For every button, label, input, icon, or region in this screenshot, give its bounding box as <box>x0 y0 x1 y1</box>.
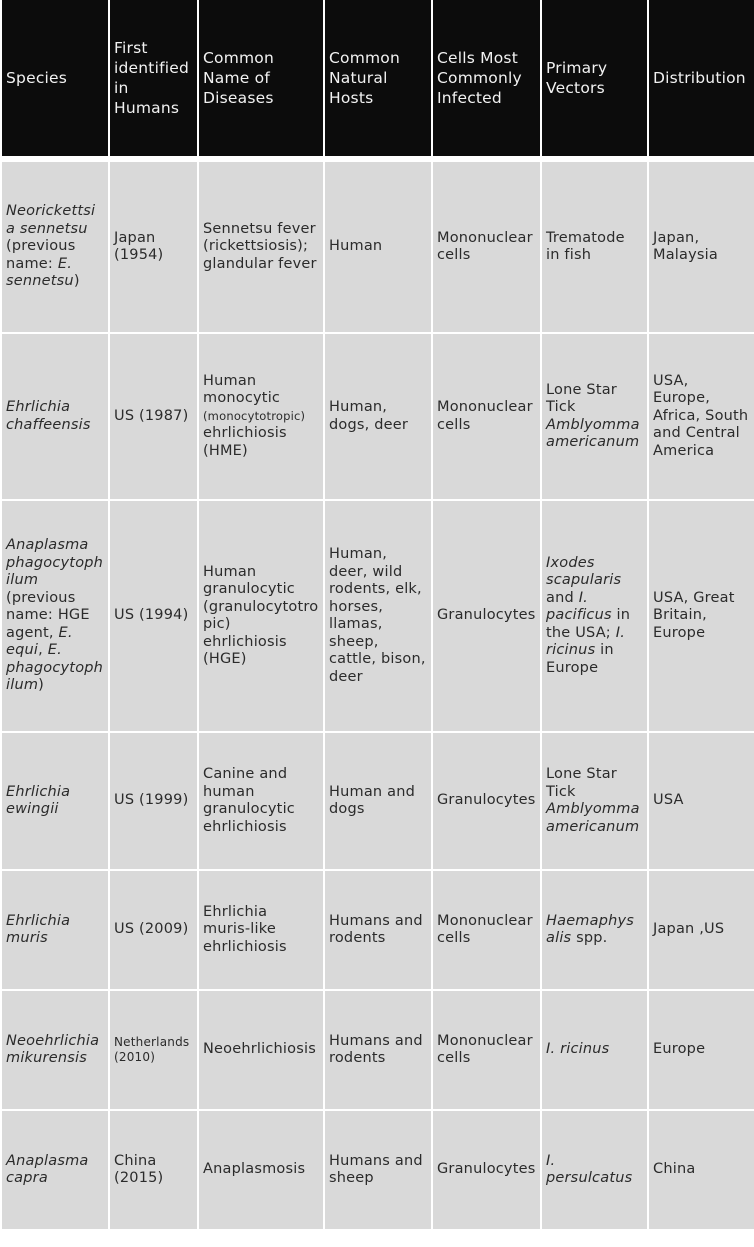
species-cell <box>1 500 109 732</box>
hosts-cell: Humans and rodents <box>324 870 432 990</box>
disease-cell: Human granulocytic (granulocytotropic) ehrlichiosis (HGE) <box>198 500 324 732</box>
species-cell <box>1 732 109 870</box>
first-identified-cell: US (1987) <box>109 333 198 500</box>
vectors-cell <box>541 333 648 500</box>
species-note-end: ) <box>38 677 45 694</box>
disease-cell <box>198 333 324 500</box>
table-header <box>1 0 754 159</box>
disease-cell: Canine and human granulocytic ehrlichiosis <box>198 732 324 870</box>
vector-region: in the USA; <box>546 607 631 641</box>
species-name: Ehrlichia muris <box>6 912 71 946</box>
vectors-cell <box>541 500 648 732</box>
vector-and: and <box>546 589 579 606</box>
vector-species-2: I. pacificus <box>546 589 612 624</box>
vectors-cell <box>541 1110 648 1230</box>
table-row <box>1 870 754 990</box>
header-first-identified: First identified in Humans <box>109 0 198 159</box>
vector-species: Amblyomma americanum <box>546 801 640 835</box>
vector-spp: spp. <box>571 930 608 946</box>
species-note: (previous name: <box>6 238 76 272</box>
cells-cell: Mononuclear cells <box>432 990 541 1110</box>
disease-cell: Ehrlichia muris-like ehrlichiosis <box>198 870 324 990</box>
disease-name: Human monocytic <box>203 372 281 407</box>
header-common-name: Common Name of Diseases <box>198 0 324 159</box>
distribution-cell: USA <box>648 732 754 870</box>
vector-species: Amblyomma americanum <box>546 416 640 450</box>
species-name: Ehrlichia ewingii <box>6 783 71 817</box>
table-row <box>1 990 754 1110</box>
first-identified-cell: Japan (1954) <box>109 159 198 333</box>
cells-cell: Granulocytes <box>432 1110 541 1230</box>
cells-cell: Mononuclear cells <box>432 870 541 990</box>
first-identified-cell: US (1994) <box>109 500 198 732</box>
species-cell <box>1 333 109 500</box>
first-identified-cell: US (1999) <box>109 732 198 870</box>
vectors-cell <box>541 732 648 870</box>
distribution-cell: Japan ,US <box>648 870 754 990</box>
species-sep: , <box>38 642 48 659</box>
vectors-cell: Trematode in fish <box>541 159 648 333</box>
hosts-cell: Humans and sheep <box>324 1110 432 1230</box>
vector-species-3: I. ricinus <box>546 624 626 659</box>
vector-common-name: Lone Star Tick <box>546 381 617 415</box>
header-hosts: Common Natural Hosts <box>324 0 432 159</box>
species-name: Anaplasma phagocytophilum <box>6 537 104 589</box>
distribution-cell: USA, Great Britain, Europe <box>648 500 754 732</box>
species-note: (previous name: HGE agent, <box>6 589 90 641</box>
header-vectors: Primary Vectors <box>541 0 648 159</box>
cells-cell: Granulocytes <box>432 732 541 870</box>
header-cells: Cells Most Commonly Infected <box>432 0 541 159</box>
species-name: Ehrlichia chaffeensis <box>6 399 91 433</box>
table-row <box>1 732 754 870</box>
species-cell <box>1 1110 109 1230</box>
hosts-cell: Human and dogs <box>324 732 432 870</box>
first-identified-cell: China (2015) <box>109 1110 198 1230</box>
vector-species: Ixodes scapularis <box>546 554 622 589</box>
header-species: Species <box>1 0 109 159</box>
vector-common-name: Lone Star Tick <box>546 766 617 800</box>
hosts-cell: Human, deer, wild rodents, elk, horses, llamas, sheep, cattle, bison, deer <box>324 500 432 732</box>
first-identified-cell: US (2009) <box>109 870 198 990</box>
cells-cell: Granulocytes <box>432 500 541 732</box>
cells-cell: Mononuclear cells <box>432 333 541 500</box>
species-name: Anaplasma capra <box>6 1152 89 1186</box>
disease-cell: Anaplasmosis <box>198 1110 324 1230</box>
distribution-cell: Japan, Malaysia <box>648 159 754 333</box>
table-row <box>1 159 754 333</box>
species-old-name: E. equi <box>6 624 73 659</box>
species-old-name: E. sennetsu <box>6 255 74 290</box>
header-distribution: Distribution <box>648 0 754 159</box>
disease-cell: Neoehrlichiosis <box>198 990 324 1110</box>
vectors-cell <box>541 870 648 990</box>
distribution-cell: USA, Europe, Africa, South and Central America <box>648 333 754 500</box>
first-identified-cell: Netherlands (2010) <box>109 990 198 1110</box>
species-cell <box>1 870 109 990</box>
vector-species: Haemaphysalis <box>546 912 635 946</box>
disease-name-end: ehrlichiosis (HME) <box>203 425 287 459</box>
header-row <box>1 0 754 159</box>
vector-region-2: in Europe <box>546 642 614 676</box>
hosts-cell: Human <box>324 159 432 333</box>
vectors-cell <box>541 990 648 1110</box>
vector-species: I. ricinus <box>546 1041 610 1058</box>
table-row <box>1 333 754 500</box>
distribution-cell: China <box>648 1110 754 1230</box>
species-note-end: ) <box>73 273 80 290</box>
distribution-cell: Europe <box>648 990 754 1110</box>
cells-cell: Mononuclear cells <box>432 159 541 333</box>
table-row <box>1 1110 754 1230</box>
disease-qualifier: (monocytotropic) <box>203 408 306 423</box>
species-cell <box>1 159 109 333</box>
species-old-name-2: E. phagocytophilum <box>6 642 104 694</box>
table-row <box>1 500 754 732</box>
species-cell <box>1 990 109 1110</box>
species-name: Neoehrlichia mikurensis <box>6 1032 100 1066</box>
vector-species: I. persulcatus <box>546 1152 633 1186</box>
hosts-cell: Human, dogs, deer <box>324 333 432 500</box>
species-name: Neorickettsia sennetsu <box>6 203 96 237</box>
disease-cell: Sennetsu fever (rickettsiosis); glandular fever <box>198 159 324 333</box>
hosts-cell: Humans and rodents <box>324 990 432 1110</box>
